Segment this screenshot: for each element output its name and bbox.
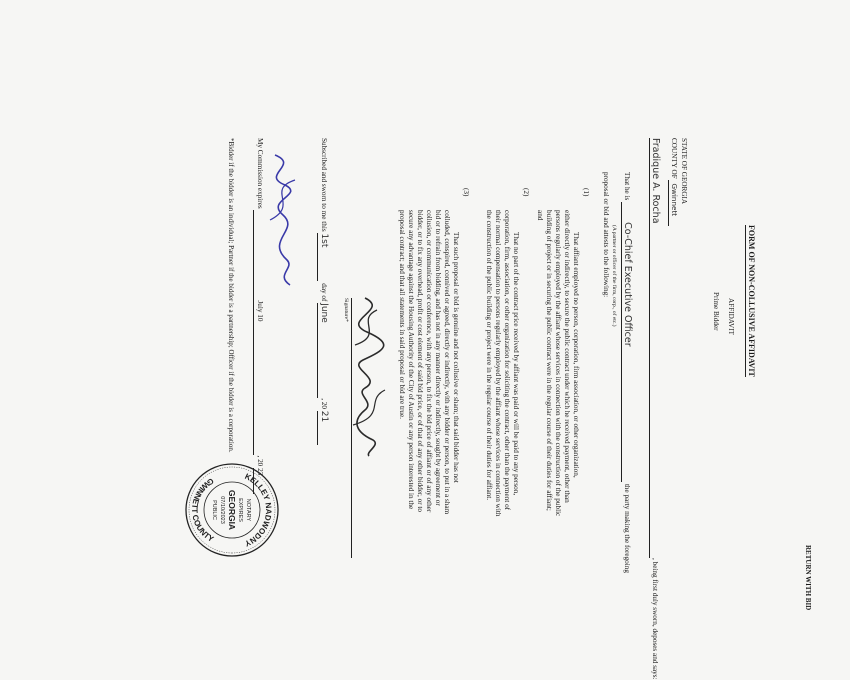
paragraph-2-line: the construction of the public building or project were in the regular course of their duties for affiant.: [485, 210, 493, 501]
signature-label: Signature*: [343, 298, 349, 322]
paragraph-1-line: and: [536, 210, 544, 221]
notary-seal: [184, 462, 280, 558]
return-with-bid-note: RETURN WITH BID: [804, 545, 812, 611]
sworn-text: , being first duly sworn, deposes and says:: [651, 558, 659, 680]
paragraph-2-line: That no part of the contract price received by affiant was paid or will be paid to any person,: [512, 232, 520, 496]
year-prefix: , 20: [320, 398, 328, 409]
paragraph-3-line: collusion, or communication or conference, with any person, to fix the bid price of affiant or of any other: [425, 210, 433, 513]
paragraph-3-line: colluded, conspired, connived or agreed, directly or indirectly, with any bidder or person, to put in a sham: [443, 210, 451, 515]
subscribed-text: Subscribed and sworn to me this: [320, 138, 328, 232]
affiant-line: [649, 138, 660, 680]
prime-bidder-subtitle: Prime Bidder: [712, 292, 720, 331]
seal-public: PUBLIC: [211, 500, 217, 520]
paragraph-3-line: bidder, or to fix any overhead, profit or cost element of said bid price, or of that of any other bidder, or to: [416, 210, 424, 513]
form-title: FORM OF NON-COLLUSIVE AFFIDAVIT: [747, 225, 756, 377]
affiant-name: Fradique A. Rocha: [649, 138, 660, 558]
subscribed-line: [317, 138, 328, 445]
county-value: Gwinnett: [668, 180, 679, 226]
paragraph-3-number: (3): [462, 188, 470, 197]
title-caption: (A partner or officer of the firm, corp., of etc.): [611, 225, 617, 327]
paragraph-3-line: bid or to refrain from bidding, and has not in any manner directly or indirectly, sought by agreement or: [434, 210, 442, 506]
commission-text: My Commission expires: [256, 138, 264, 209]
party-text: the party making the foregoing: [623, 483, 631, 573]
attests-text: proposal or bid and attests to the following:: [602, 172, 610, 298]
commission-year-prefix: , 20: [256, 455, 264, 467]
seal-date: 07/10/2023: [219, 496, 225, 524]
footnote: *Bidder if the bidder is an individual; Partner if the bidder is a partnership; Officer if the bidder is a corporation.: [227, 138, 235, 453]
day-of-text: day of: [320, 283, 328, 302]
paragraph-3-line: That such proposal or bid is genuine and not collusive or sham; that said bidder has not: [452, 232, 460, 483]
paragraph-2-line: their normal compensation to persons regularly employed by the affiant whose services in connection with: [494, 210, 502, 517]
paragraph-1-line: That affiant employed no person, corporation, firm association, or other organization,: [572, 232, 580, 478]
state-label: STATE OF GEORGIA: [680, 138, 688, 205]
seal-notary: NOTARY: [245, 498, 251, 522]
commission-year: 23: [253, 468, 264, 494]
signature-line: [351, 298, 352, 558]
paragraph-1-line: either directly or indirectly, to secure the public contract under which he received payment, other than: [563, 210, 571, 503]
affidavit-subtitle: AFFIDAVIT: [727, 298, 735, 336]
year-value: 21: [317, 411, 328, 445]
seal-expires: EXPIRES: [237, 498, 243, 522]
commission-line: [253, 138, 264, 494]
seal-state: GEORGIA: [227, 489, 237, 531]
day-value: 1st: [317, 233, 328, 281]
paragraph-2-line: corporation, firm, association, or other organization for soliciting the contract, other than the payment of: [503, 210, 511, 511]
seal-county: GWINNETT COUNTY: [189, 476, 216, 544]
seal-name: KELLEY NADWODNY: [243, 471, 274, 549]
commission-date: July 10: [253, 210, 264, 455]
paragraph-2-number: (2): [522, 188, 530, 197]
county-label: COUNTY OF: [670, 138, 678, 179]
month-value: June: [317, 303, 328, 398]
paragraph-1-number: (1): [582, 188, 590, 197]
paragraph-3-line: proposal contract; and that all statements in said proposal or bid are true.: [398, 210, 406, 419]
that-he-is-label: That he is: [623, 172, 631, 201]
paragraph-1-line: persons regularly employed by the affiant whose services in connection with the construction of the public: [554, 210, 562, 517]
title-line: [621, 172, 632, 573]
paragraph-1-line: building of project or in securing the public contract were in the regular course of their duties for affiant;: [545, 210, 553, 511]
paragraph-3-line: secure any advantage against the Housing Authority of the City of Austin or any person interested in the: [407, 210, 415, 510]
title-value: Co-Chief Executive Officer: [621, 202, 632, 482]
county-line: [668, 138, 679, 226]
